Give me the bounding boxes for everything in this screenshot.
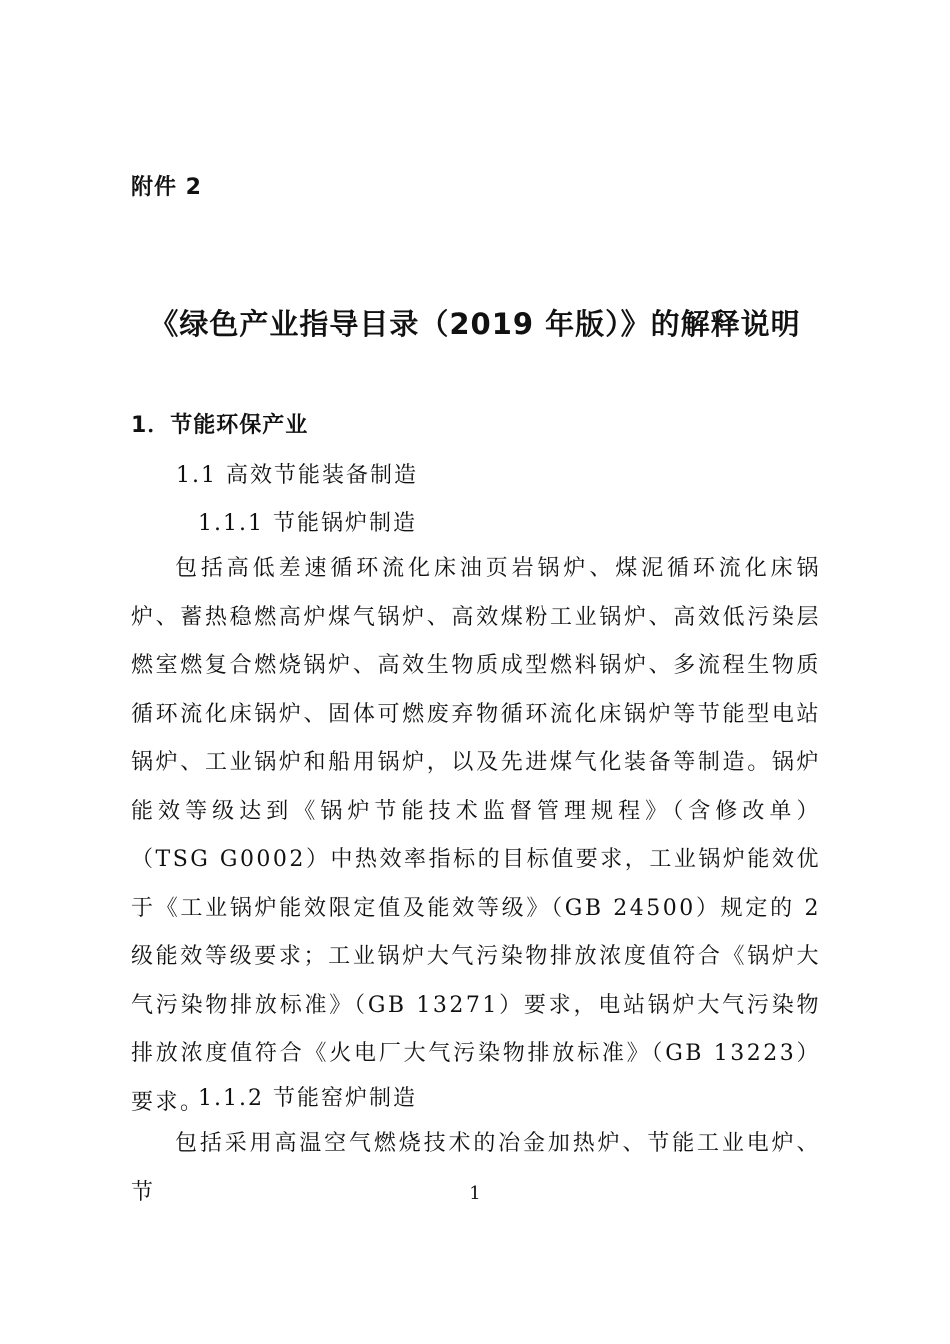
attachment-label: 附件 2 bbox=[131, 175, 202, 200]
item-heading-1-1-2: 1.1.2 节能窑炉制造 bbox=[198, 1086, 417, 1111]
document-title: 《绿色产业指导目录（2019 年版）》的解释说明 bbox=[149, 307, 801, 341]
item-body-1-1-2: 包括采用高温空气燃烧技术的冶金加热炉、节能工业电炉、节 bbox=[131, 1131, 821, 1205]
item-body-1-1-1: 包括高低差速循环流化床油页岩锅炉、煤泥循环流化床锅炉、蓄热稳燃高炉煤气锅炉、高效煤粉工业锅炉、高效低污染层燃室燃复合燃烧锅炉、高效生物质成型燃料锅炉、多流程生物质循环流化床锅炉、固体可燃废弃物循环流化床锅炉等节能型电站锅炉、工业锅炉和船用锅炉，以及先进煤气化装备等制造。锅炉能效等级达到《锅炉节能技术监督管理规程》（含修改单）（TSG G0002）中热效率指标的目标值要求，工业锅炉能效优于《工业锅炉能效限定值及能效等级》（GB 24500）规定的 2 级能效等级要求；工业锅炉大气污染物排放浓度值符合《锅炉大气污染物排放标准》（GB 13271）要求，电站锅炉大气污染物排放浓度值符合《火电厂大气污染物排放标准》（GB 13223）要求。 bbox=[131, 556, 821, 1115]
item-heading-1-1-1: 1.1.1 节能锅炉制造 bbox=[198, 511, 417, 536]
page-number: 1 bbox=[469, 1183, 481, 1204]
subsection-heading-1-1: 1.1 高效节能装备制造 bbox=[176, 463, 418, 488]
section-heading-1: 1．节能环保产业 bbox=[131, 413, 309, 438]
